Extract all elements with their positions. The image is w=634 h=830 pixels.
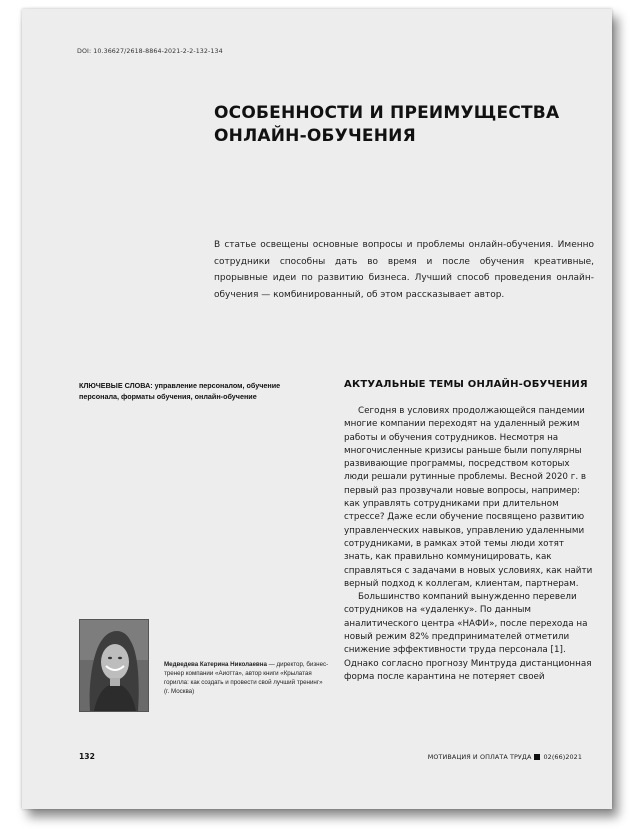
doi: DOI: 10.36627/2618-8864-2021-2-2-132-134 bbox=[77, 48, 223, 55]
journal-issue: 02(66)2021 bbox=[543, 753, 582, 761]
square-icon bbox=[534, 754, 540, 760]
abstract: В статье освещены основные вопросы и проблемы онлайн-обучения. Именно сотрудники способны дать во время и после обучения креативные, прорывные идеи по развитию бизнеса. Лучший способ проведения онлайн-обучения — комбинированный, об этом рассказывает автор. bbox=[214, 240, 594, 300]
paragraph: Большинство компаний вынужденно перевели сотрудников на «удаленку». По данным аналитического центра «НАФИ», после перехода на новый режим 82% предпринимателей отметили снижение эффективности труда персонала [1]. Однако согласно прогнозу Минтруда дистанционная форма после карантина не потеряет своей bbox=[344, 592, 592, 682]
author-photo bbox=[79, 619, 149, 712]
paragraph: Сегодня в условиях продолжающейся пандемии многие компании переходят на удаленный режим работы и обучения сотрудников. Несмотря на многочисленные кризисы раньше были популярны развивающие программы, посредством которых люди решали рутинные проблемы. Весной 2020 г. в первый раз прозвучали новые вопросы, например: как управлять сотрудниками при длительном стрессе? Даже если обучение посвящено развитию управленческих навыков, управлению удаленными сотрудниками, в рамках этой темы люди хотят знать, как правильно коммуницировать, как справляться с задачами в новых условиях, как найти верный подход к коллегам, клиентам, партнерам. bbox=[344, 406, 593, 589]
author-name: Медведева Катерина Николаевна bbox=[164, 661, 267, 668]
body-text bbox=[344, 405, 594, 684]
section-heading: АКТУАЛЬНЫЕ ТЕМЫ ОНЛАЙН-ОБУЧЕНИЯ bbox=[344, 379, 588, 390]
keywords-label: КЛЮЧЕВЫЕ СЛОВА: bbox=[79, 381, 153, 390]
journal-name: МОТИВАЦИЯ И ОПЛАТА ТРУДА bbox=[427, 753, 532, 761]
author-bio: — директор, бизнес-тренер компании «Аиотта», автор книги «Крылатая горилла: как создать и провести свой лучший тренинг» (г. Москва) bbox=[164, 661, 329, 695]
journal-page bbox=[22, 9, 612, 809]
keywords bbox=[79, 381, 309, 402]
page-number: 132 bbox=[79, 752, 95, 761]
author-info bbox=[164, 660, 329, 696]
journal-footer bbox=[428, 753, 582, 761]
article-title: ОСОБЕННОСТИ И ПРЕИМУЩЕСТВА ОНЛАЙН-ОБУЧЕНИЯ bbox=[214, 103, 560, 146]
keywords-text: управление персоналом, обучение персонала, форматы обучения, онлайн-обучение bbox=[79, 381, 281, 401]
